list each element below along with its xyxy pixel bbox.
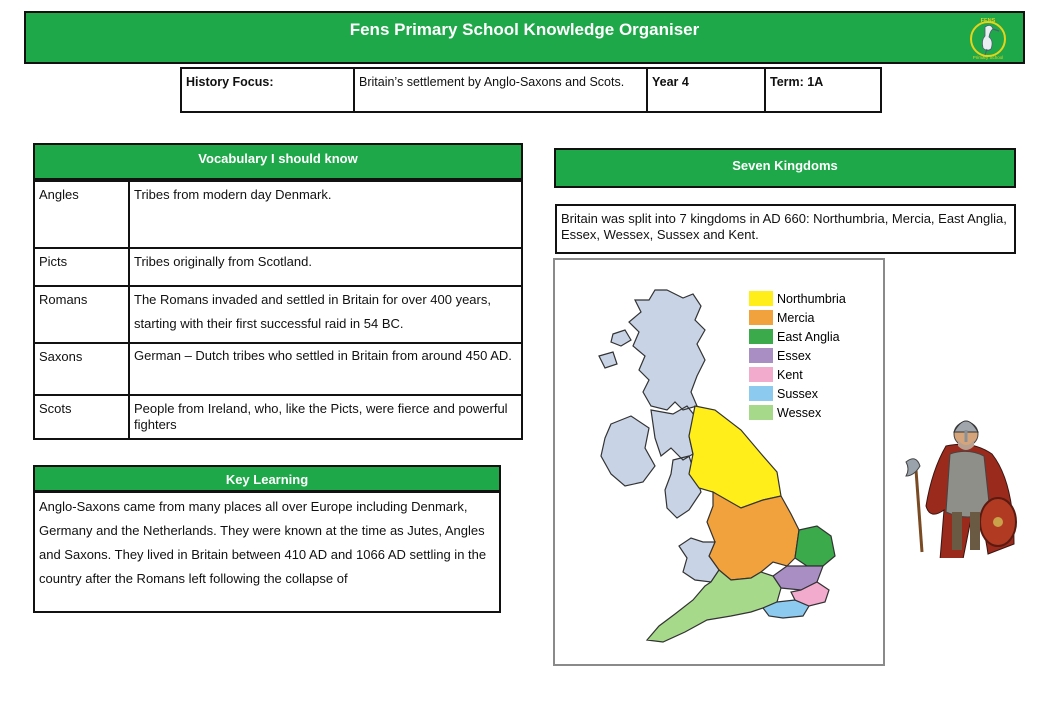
table-row — [34, 286, 522, 343]
northumbria-region — [689, 406, 781, 508]
page-banner — [24, 11, 1025, 64]
vocab-term: Angles — [34, 181, 129, 248]
logo-top-text: FENS — [980, 18, 996, 24]
legend-label: Sussex — [777, 387, 818, 401]
britain-map-icon — [555, 260, 883, 664]
vocab-definition: Tribes originally from Scotland. — [129, 248, 522, 286]
table-row — [34, 248, 522, 286]
year-cell: Year 4 — [647, 68, 765, 112]
term-cell: Term: 1A — [765, 68, 881, 112]
legend-label: Essex — [777, 349, 812, 363]
seven-kingdoms-heading: Seven Kingdoms — [554, 148, 1016, 188]
vocabulary-heading: Vocabulary I should know — [33, 143, 523, 180]
legend-label: Mercia — [777, 311, 815, 325]
seven-kingdoms-text: Britain was split into 7 kingdoms in AD 660: Northumbria, Mercia, East Anglia, Essex, Wessex, Sussex and Kent. — [555, 204, 1016, 254]
vocab-term: Romans — [34, 286, 129, 343]
table-row — [34, 343, 522, 395]
wessex-region — [647, 570, 781, 642]
vocab-definition: Tribes from modern day Denmark. — [129, 181, 522, 248]
legend-swatch — [749, 367, 773, 382]
table-row — [34, 395, 522, 439]
vocabulary-table — [33, 180, 523, 440]
legend-label: East Anglia — [777, 330, 840, 344]
legend-label: Northumbria — [777, 292, 846, 306]
vocab-term: Picts — [34, 248, 129, 286]
map-legend — [749, 291, 846, 420]
legend-swatch — [749, 405, 773, 420]
kingdoms-map — [553, 258, 885, 666]
anglo-saxon-warrior-icon — [888, 412, 1022, 558]
vocab-term: Saxons — [34, 343, 129, 395]
legend-label: Kent — [777, 368, 803, 382]
history-focus-table — [180, 67, 882, 113]
page-title: Fens Primary School Knowledge Organiser — [349, 20, 700, 39]
legend-label: Wessex — [777, 406, 822, 420]
legend-swatch — [749, 310, 773, 325]
school-crest-heron-icon — [967, 15, 1009, 61]
legend-swatch — [749, 348, 773, 363]
scotland-region — [599, 290, 705, 518]
logo-bottom-text: Primary School — [972, 55, 1004, 60]
legend-swatch — [749, 386, 773, 401]
east-anglia-region — [795, 526, 835, 566]
legend-swatch — [749, 329, 773, 344]
vocab-definition: The Romans invaded and settled in Britain for over 400 years, starting with their first successful raid in 54 BC. — [129, 286, 522, 343]
key-learning-text: Anglo-Saxons came from many places all over Europe including Denmark, Germany and the Netherlands. They were known at the time as Jutes, Angles and Saxons. They lived in Britain between 410 AD and 1066 AD settling in the country after the Romans left following the collapse of — [33, 491, 501, 613]
history-focus-label: History Focus: — [181, 68, 354, 112]
table-row — [34, 181, 522, 248]
history-focus-topic: Britain’s settlement by Anglo-Saxons and Scots. — [354, 68, 647, 112]
key-learning-heading: Key Learning — [33, 465, 501, 492]
vocab-definition: German – Dutch tribes who settled in Britain from around 450 AD. — [129, 343, 522, 395]
vocab-definition: People from Ireland, who, like the Picts, were fierce and powerful fighters — [129, 395, 522, 439]
legend-swatch — [749, 291, 773, 306]
vocab-term: Scots — [34, 395, 129, 439]
